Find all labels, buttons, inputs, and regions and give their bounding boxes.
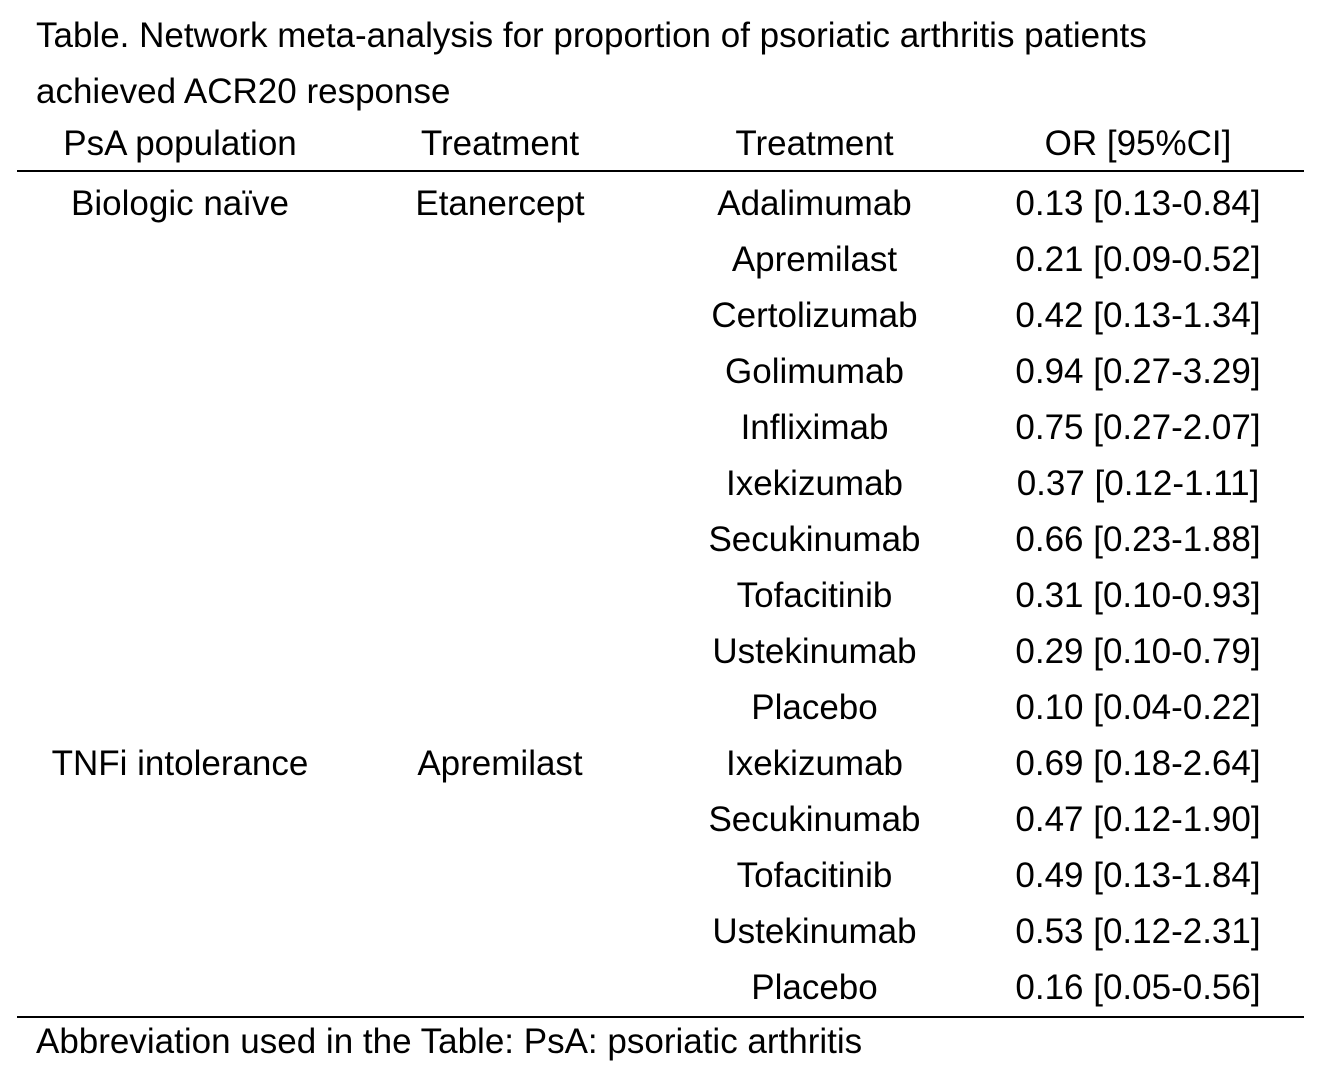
cell-comparator-treatment: Tofacitinib [736,856,893,895]
caption-line-1: Table. Network meta-analysis for proportion of psoriatic arthritis patients [36,16,1147,55]
table-row [17,680,1304,736]
cell-comparator-treatment: Infliximab [740,408,889,447]
cell-odds-ratio: 0.69 [0.18-2.64] [1015,744,1261,783]
table-row [17,568,1304,624]
cell-comparator-treatment: Placebo [751,688,878,727]
cell-comparator-treatment: Apremilast [731,240,898,279]
results-table [17,118,1304,1018]
table-row [17,288,1304,344]
cell-odds-ratio: 0.42 [0.13-1.34] [1015,296,1261,335]
table-footnote: Abbreviation used in the Table: PsA: psoriatic arthritis [36,1022,863,1061]
table-row [17,400,1304,456]
cell-comparator-treatment: Ustekinumab [712,632,917,671]
cell-population: Biologic naïve [71,184,289,223]
caption-line-2: achieved ACR20 response [36,72,451,111]
table-row [17,904,1304,960]
cell-population: TNFi intolerance [51,744,309,783]
cell-reference-treatment: Apremilast [417,744,583,783]
table-row [17,736,1304,792]
cell-odds-ratio: 0.16 [0.05-0.56] [1015,968,1261,1007]
cell-comparator-treatment: Secukinumab [708,800,921,839]
table-row [17,624,1304,680]
cell-odds-ratio: 0.75 [0.27-2.07] [1015,408,1261,447]
table-row [17,848,1304,904]
cell-odds-ratio: 0.10 [0.04-0.22] [1015,688,1261,727]
cell-comparator-treatment: Placebo [751,968,878,1007]
cell-comparator-treatment: Tofacitinib [736,576,893,615]
cell-odds-ratio: 0.47 [0.12-1.90] [1015,800,1261,839]
header-odds-ratio: OR [95%CI] [1044,124,1232,163]
cell-comparator-treatment: Ixekizumab [725,744,904,783]
cell-odds-ratio: 0.31 [0.10-0.93] [1015,576,1261,615]
cell-odds-ratio: 0.53 [0.12-2.31] [1015,912,1261,951]
cell-reference-treatment: Etanercept [415,184,585,223]
cell-comparator-treatment: Adalimumab [717,184,912,223]
table-body [17,172,1304,1018]
cell-odds-ratio: 0.29 [0.10-0.79] [1015,632,1261,671]
table-row [17,792,1304,848]
cell-odds-ratio: 0.94 [0.27-3.29] [1015,352,1261,391]
cell-comparator-treatment: Secukinumab [708,520,921,559]
cell-odds-ratio: 0.49 [0.13-1.84] [1015,856,1261,895]
table-row [17,344,1304,400]
cell-odds-ratio: 0.37 [0.12-1.11] [1016,464,1260,503]
cell-comparator-treatment: Ustekinumab [712,912,917,951]
cell-odds-ratio: 0.13 [0.13-0.84] [1015,184,1261,223]
header-treatment-reference: Treatment [420,124,580,163]
table-caption [36,8,1286,120]
cell-comparator-treatment: Certolizumab [711,296,918,335]
table-row [17,232,1304,288]
cell-odds-ratio: 0.21 [0.09-0.52] [1015,240,1261,279]
cell-comparator-treatment: Golimumab [725,352,904,391]
header-psa-population: PsA population [63,124,297,163]
table-row [17,512,1304,568]
table-header [17,118,1304,172]
table-row [17,456,1304,512]
table-row [17,176,1304,232]
header-treatment-comparator: Treatment [735,124,894,163]
cell-odds-ratio: 0.66 [0.23-1.88] [1015,520,1261,559]
table-row [17,960,1304,1016]
cell-comparator-treatment: Ixekizumab [725,464,904,503]
